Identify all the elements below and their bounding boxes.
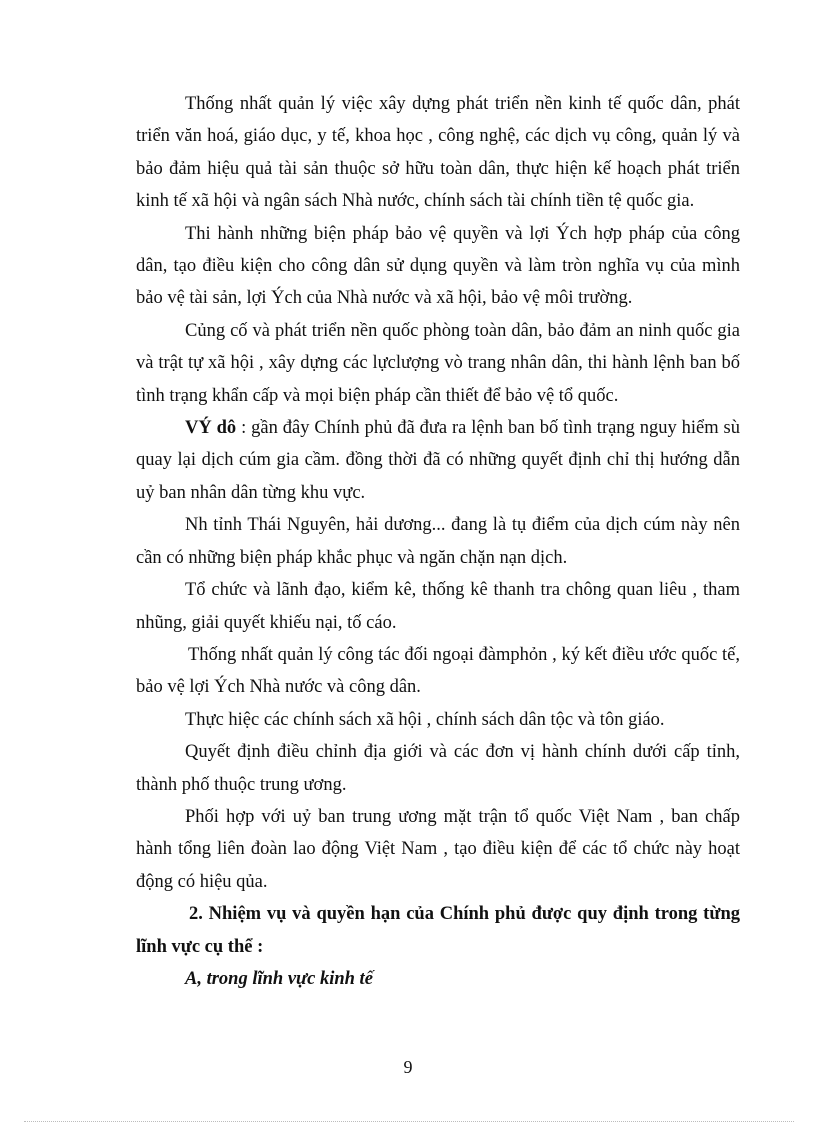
paragraph-provinces: Nh tỉnh Thái Nguyên, hải dương... đang là tụ điểm của dịch cúm này nên cần có những biện pháp khắc phục và ngăn chặn nạn dịch. [136,515,740,568]
paragraph-rights: Thi hành những biện pháp bảo vệ quyền và lợi Ých hợp pháp của công dân, tạo điều kiện cho công dân sử dụng quyền và làm tròn nghĩa vụ của mình bảo vệ tài sản, lợi Ých của Nhà nước và xã hội, bảo vệ môi trường. [136,223,740,309]
page-content [136,88,740,995]
page-number: 9 [403,1057,413,1077]
paragraph-inspection: Tổ chức và lãnh đạo, kiểm kê, thống kê thanh tra chông quan liêu , tham nhũng, giải quyết khiếu nại, tố cáo. [136,580,740,633]
paragraph-example [136,412,740,509]
example-text: : gần đây Chính phủ đã đưa ra lệnh ban bố tình trạng nguy hiểm sù quay lại dịch cúm gia cầm. đồng thời đã có những quyết định chỉ thị hướng dẫn uỷ ban nhân dân từng khu vực. [136,418,740,503]
paragraph-coordination: Phối hợp với uỷ ban trung ương mặt trận tổ quốc Việt Nam , ban chấp hành tổng liên đoàn lao động Việt Nam , tạo điều kiện để các tổ chức này hoạt động có hiệu qủa. [136,806,740,892]
section-heading: 2. Nhiệm vụ và quyền hạn của Chính phủ được quy định trong từng lĩnh vực cụ thể : [136,904,740,957]
page-bottom-rule [24,1121,794,1122]
paragraph-social-policy: Thực hiệc các chính sách xã hội , chính sách dân tộc và tôn giáo. [185,709,665,730]
paragraph-defense: Củng cố và phát triển nền quốc phòng toàn dân, bảo đảm an ninh quốc gia và trật tự xã hội , xây dựng các lựclượng vò trang nhân dân, thi hành lệnh ban bố tình trạng khẩn cấp và mọi biện pháp cần thiết để bảo vệ tổ quốc. [136,320,740,406]
paragraph-foreign-affairs: Thống nhất quản lý công tác đối ngoại đàmphỏn , ký kết điều ước quốc tế, bảo vệ lợi Ých Nhà nước và công dân. [136,644,740,698]
section-subheading: A, trong lĩnh vực kinh tế [185,968,373,989]
example-lead: VÝ dô [185,418,237,439]
paragraph-boundaries: Quyết định điều chỉnh địa giới và các đơn vị hành chính dưới cấp tỉnh, thành phố thuộc trung ương. [136,742,740,795]
paragraph-economy: Thống nhất quản lý việc xây dựng phát triển nền kinh tế quốc dân, phát triển văn hoá, giáo dục, y tế, khoa học , công nghệ, các dịch vụ công, quản lý và bảo đảm hiệu quả tài sản thuộc sở hữu toàn dân, thực hiện kế hoạch phát triển kinh tế xã hội và ngân sách Nhà nước, chính sách tài chính tiền tệ quốc gia. [136,94,740,212]
